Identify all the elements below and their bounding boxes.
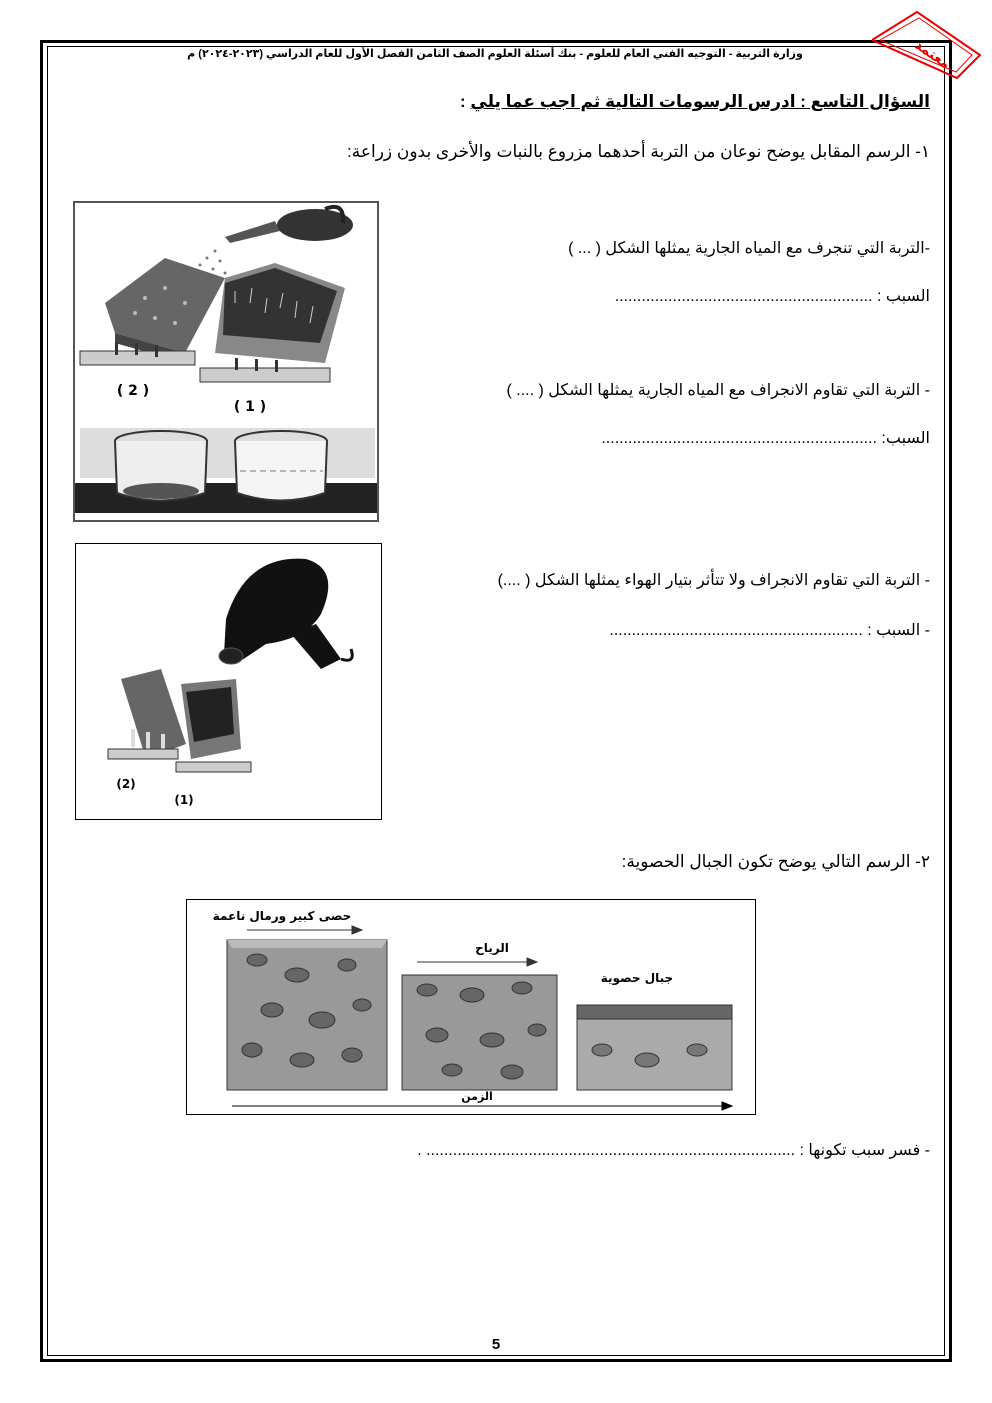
label-gravel-sand: حصى كبير ورمال ناعمة bbox=[212, 909, 352, 923]
q2-text: - التربة التي تقاوم الانجراف مع المياه الجارية يمثلها الشكل ( .... ) bbox=[506, 382, 930, 399]
label-wind: الرياح bbox=[475, 941, 509, 955]
figure-watering-soil bbox=[73, 201, 379, 522]
approved-stamp bbox=[872, 10, 982, 80]
jar-muddy bbox=[115, 431, 207, 501]
fig2-label-2: (2) bbox=[116, 777, 136, 791]
figure-hairdryer-soil bbox=[75, 543, 382, 820]
stamp-text: معتمد bbox=[911, 36, 954, 73]
label-time: الزمن bbox=[461, 1090, 493, 1103]
small-tray-1 bbox=[176, 679, 251, 772]
rock-block-3 bbox=[577, 1005, 732, 1090]
rock-block-2 bbox=[402, 975, 557, 1090]
fig2-label-1: (1) bbox=[174, 793, 194, 807]
part2-question: - فسر سبب تكونها : ................................................................................... . bbox=[417, 1142, 930, 1159]
watering-illustration bbox=[75, 203, 377, 520]
watering-can-icon bbox=[225, 207, 353, 243]
part2-intro: ٢- الرسم التالي يوضح تكون الجبال الحصوية: bbox=[621, 852, 930, 871]
rock-block-1 bbox=[227, 940, 387, 1090]
part1-intro: ١- الرسم المقابل يوضح نوعان من التربة أحدهما مزروع بالنبات والأخرى بدون زراعة: bbox=[347, 142, 930, 161]
gravel-illustration bbox=[187, 900, 755, 1114]
jar-clear bbox=[235, 431, 327, 501]
soil-tray-2 bbox=[80, 258, 225, 365]
q3-reason: - السبب : ......................................................... bbox=[609, 622, 930, 639]
question-title: السؤال التاسع : ادرس الرسومات التالية ثم اجب عما يلي : bbox=[460, 92, 930, 111]
fig1-label-1: ( 1 ) bbox=[233, 399, 267, 415]
page-number: 5 bbox=[491, 1336, 501, 1353]
hairdryer-illustration bbox=[76, 544, 381, 819]
q1-reason: السبب : .......................................................... bbox=[614, 288, 930, 305]
page-header: وزارة التربية - التوجيه الفني العام للعلوم - بنك أسئلة العلوم الصف الثامن الفصل الأول للعام الدراسي (٢٠٢٣-٢٠٢٤) م bbox=[187, 48, 803, 60]
label-gravel-mountains: جبال حصوية bbox=[600, 971, 674, 985]
q2-reason: السبب: .............................................................. bbox=[601, 430, 930, 447]
q1-text: -التربة التي تنجرف مع المياه الجارية يمثلها الشكل ( ... ) bbox=[568, 240, 930, 257]
small-tray-2 bbox=[108, 669, 186, 759]
q3-text: - التربة التي تقاوم الانجراف ولا تتأثر بتيار الهواء يمثلها الشكل ( ....) bbox=[497, 572, 930, 589]
hair-dryer-icon bbox=[219, 559, 352, 669]
figure-gravel-mountains bbox=[186, 899, 756, 1115]
fig1-label-2: ( 2 ) bbox=[116, 383, 150, 399]
